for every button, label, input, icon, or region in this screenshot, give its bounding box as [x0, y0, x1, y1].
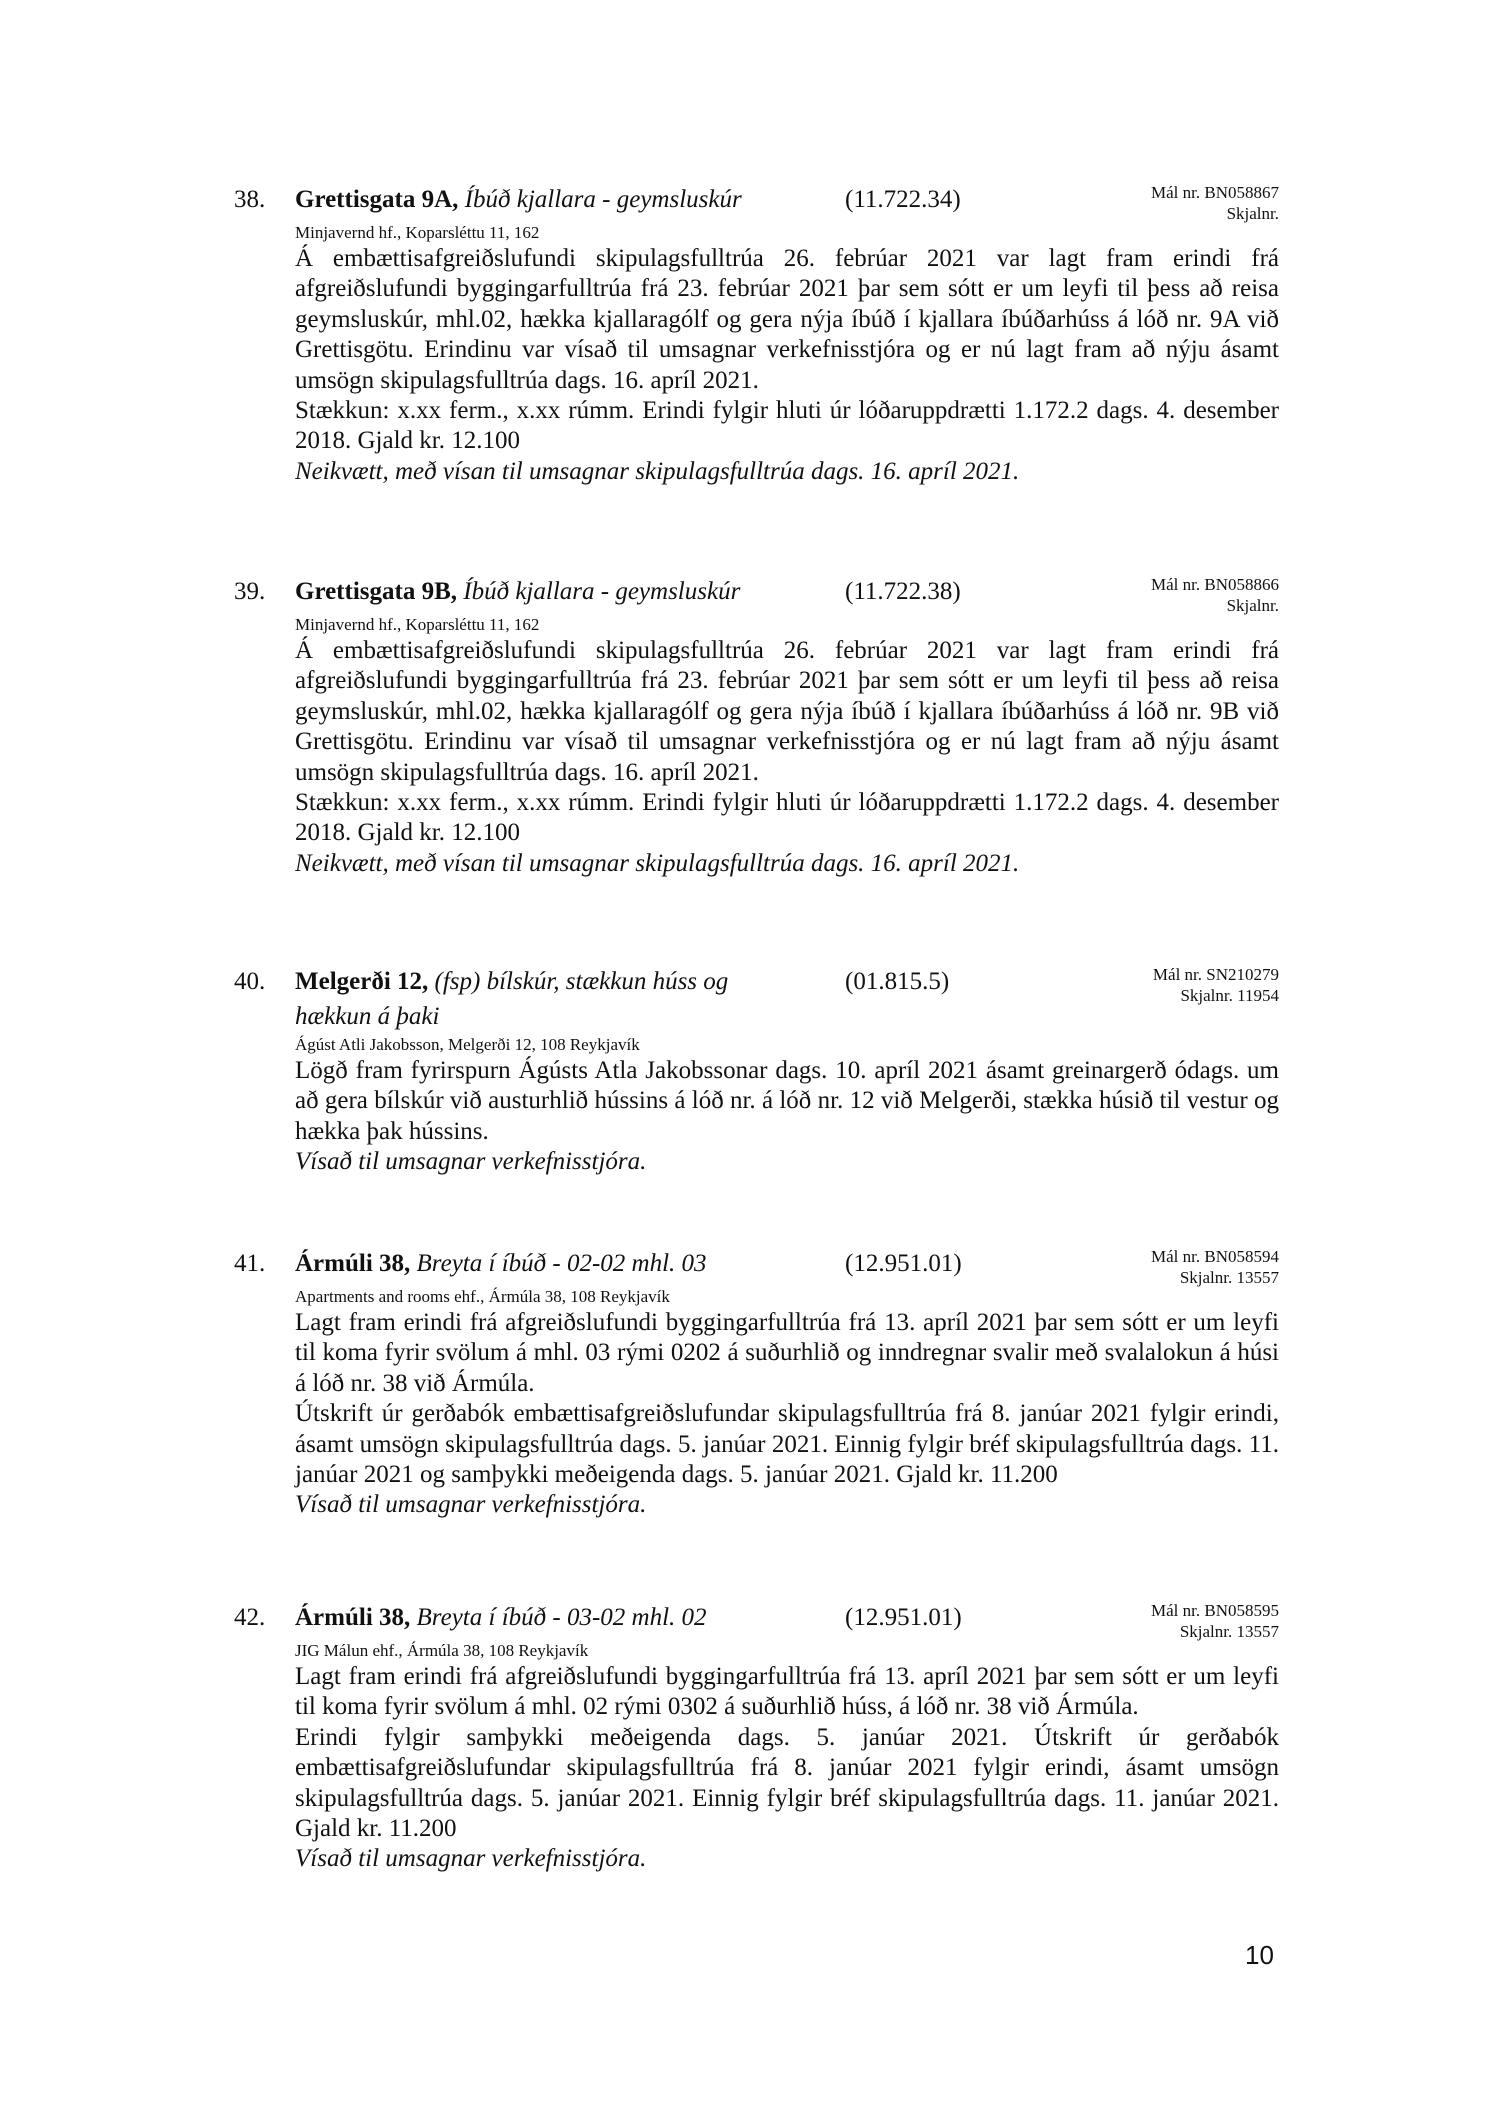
- body-paragraph: Á embættisafgreiðslufundi skipulagsfulltrúa 26. febrúar 2021 var lagt fram erindi frá afgreiðslufundi byggingarfulltrúa frá 23. febrúar 2021 þar sem sótt er um leyfi til þess að reisa geymsluskúr, mhl.02, hækka kjallaragólf og gera nýja íbúð í kjallara íbúðarhúss á lóð nr. 9B við Grettisgötu. Erindinu var vísað til umsagnar verkefnisstjóra og er nú lagt fram að nýju ásamt umsögn skipulagsfulltrúa dags. 16. apríl 2021.: [295, 637, 1279, 786]
- item-subject: Íbúð kjallara - geymsluskúr: [464, 186, 742, 213]
- item-conclusion: Vísað til umsagnar verkefnisstjóra.: [295, 1845, 647, 1873]
- body-paragraph: Útskrift úr gerðabók embættisafgreiðslufundar skipulagsfulltrúa frá 8. janúar 2021 fylgir erindi, ásamt umsögn skipulagsfulltrúa dags. 5. janúar 2021. Einnig fylgir bréf skipulagsfulltrúa dags. 11. janúar 2021 og samþykki meðeigenda dags. 5. janúar 2021. Gjald kr. 11.200: [295, 1400, 1279, 1489]
- item-subject: Breyta í íbúð - 02-02 mhl. 03: [416, 1250, 707, 1277]
- case-reference: [1151, 574, 1279, 616]
- body-paragraph: Stækkun: x.xx ferm., x.xx rúmm. Erindi fylgir hluti úr lóðaruppdrætti 1.172.2 dags. 4. desember 2018. Gjald kr. 12.100: [295, 789, 1279, 847]
- applicant: Apartments and rooms ehf., Ármúla 38, 108 Reykjavík: [295, 1287, 670, 1306]
- item-header: [234, 964, 1279, 1034]
- item-title: [295, 964, 795, 1034]
- body-paragraph: Lagt fram erindi frá afgreiðslufundi byggingarfulltrúa frá 13. apríl 2021 þar sem sótt er um leyfi til koma fyrir svölum á mhl. 03 rými 0202 á suðurhlið og inndregnar svalir með svalalokun á húsi á lóð nr. 38 við Ármúla.: [295, 1309, 1279, 1397]
- document-number: Skjalnr. 11954: [1180, 986, 1279, 1005]
- case-reference: [1151, 182, 1279, 224]
- case-reference: [1153, 964, 1279, 1006]
- item-body: [295, 1662, 1279, 1844]
- item-number: 38.: [234, 186, 266, 213]
- item-title: [295, 182, 815, 217]
- item-street: Grettisgata 9A,: [295, 186, 459, 213]
- body-paragraph: Erindi fylgir samþykki meðeigenda dags. 5. janúar 2021. Útskrift úr gerðabók embættisafgreiðslufundar skipulagsfulltrúa frá 8. janúar 2021 fylgir erindi, ásamt umsögn skipulagsfulltrúa dags. 5. janúar 2021. Einnig fylgir bréf skipulagsfulltrúa dags. 11. janúar 2021. Gjald kr. 11.200: [295, 1723, 1279, 1843]
- document-number: Skjalnr.: [1226, 596, 1279, 615]
- body-paragraph: Á embættisafgreiðslufundi skipulagsfulltrúa 26. febrúar 2021 var lagt fram erindi frá afgreiðslufundi byggingarfulltrúa frá 23. febrúar 2021 þar sem sótt er um leyfi til þess að reisa geymsluskúr, mhl.02, hækka kjallaragólf og gera nýja íbúð í kjallara íbúðarhúss á lóð nr. 9A við Grettisgötu. Erindinu var vísað til umsagnar verkefnisstjóra og er nú lagt fram að nýju ásamt umsögn skipulagsfulltrúa dags. 16. apríl 2021.: [295, 245, 1279, 394]
- agenda-item-39: [234, 574, 1279, 879]
- case-number: Mál nr. BN058867: [1151, 183, 1279, 202]
- item-header: [234, 1246, 1279, 1286]
- page-number: 10: [1245, 1940, 1274, 1970]
- case-reference: [1151, 1246, 1279, 1288]
- item-street: Grettisgata 9B,: [295, 578, 458, 605]
- item-subject: Breyta í íbúð - 03-02 mhl. 02: [416, 1604, 707, 1631]
- body-paragraph: Lagt fram erindi frá afgreiðslufundi byggingarfulltrúa frá 13. apríl 2021 þar sem sótt er um leyfi til koma fyrir svölum á mhl. 02 rými 0302 á suðurhlið húss, á lóð nr. 38 við Ármúla.: [295, 1663, 1279, 1721]
- land-number: (12.951.01): [845, 1604, 962, 1631]
- land-number: (01.815.5): [845, 968, 950, 995]
- item-title: [295, 1600, 815, 1635]
- case-number: Mál nr. BN058866: [1151, 575, 1279, 594]
- body-paragraph: Lögð fram fyrirspurn Ágústs Atla Jakobssonar dags. 10. apríl 2021 ásamt greinargerð ódags. um að gera bílskúr við austurhlið hússins á lóð nr. á lóð nr. 12 við Melgerði, stækka húsið til vestur og hækka þak hússins.: [295, 1057, 1279, 1145]
- item-conclusion: Vísað til umsagnar verkefnisstjóra.: [295, 1148, 647, 1176]
- agenda-item-40: [234, 964, 1279, 1178]
- item-title: [295, 1246, 815, 1281]
- case-number: Mál nr. BN058595: [1151, 1601, 1279, 1620]
- agenda-item-42: [234, 1600, 1279, 1875]
- applicant: Minjavernd hf., Koparsléttu 11, 162: [295, 223, 540, 242]
- item-subject: Íbúð kjallara - geymsluskúr: [463, 578, 741, 605]
- case-number: Mál nr. BN058594: [1151, 1247, 1279, 1266]
- item-title: [295, 574, 815, 609]
- document-number: Skjalnr. 13557: [1179, 1268, 1279, 1287]
- item-conclusion: Neikvætt, með vísan til umsagnar skipulagsfulltrúa dags. 16. apríl 2021.: [295, 457, 1020, 485]
- item-conclusion: Vísað til umsagnar verkefnisstjóra.: [295, 1491, 647, 1519]
- item-body: [295, 1056, 1279, 1147]
- item-conclusion: Neikvætt, með vísan til umsagnar skipulagsfulltrúa dags. 16. apríl 2021.: [295, 849, 1020, 877]
- applicant: Ágúst Atli Jakobsson, Melgerði 12, 108 Reykjavík: [295, 1035, 640, 1054]
- case-reference: [1151, 1600, 1279, 1642]
- document-number: Skjalnr. 13557: [1179, 1622, 1279, 1641]
- item-subject: (fsp) bílskúr, stækkun húss og hækkun á þaki: [295, 968, 729, 1030]
- item-header: [234, 182, 1279, 222]
- item-street: Ármúli 38,: [295, 1604, 411, 1631]
- item-street: Ármúli 38,: [295, 1250, 411, 1277]
- land-number: (12.951.01): [845, 1250, 962, 1277]
- case-number: Mál nr. SN210279: [1152, 965, 1279, 984]
- item-street: Melgerði 12,: [295, 968, 429, 995]
- applicant: JIG Málun ehf., Ármúla 38, 108 Reykjavík: [295, 1641, 589, 1660]
- item-number: 39.: [234, 578, 266, 605]
- item-number: 42.: [234, 1604, 266, 1631]
- agenda-item-38: [234, 182, 1279, 487]
- item-body: [295, 1308, 1279, 1490]
- agenda-item-41: [234, 1246, 1279, 1521]
- item-number: 41.: [234, 1250, 266, 1277]
- item-header: [234, 1600, 1279, 1640]
- item-number: 40.: [234, 968, 266, 995]
- land-number: (11.722.38): [845, 578, 961, 605]
- item-body: [295, 636, 1279, 849]
- applicant: Minjavernd hf., Koparsléttu 11, 162: [295, 615, 540, 634]
- item-header: [234, 574, 1279, 614]
- land-number: (11.722.34): [845, 186, 961, 213]
- document-number: Skjalnr.: [1226, 204, 1279, 223]
- body-paragraph: Stækkun: x.xx ferm., x.xx rúmm. Erindi fylgir hluti úr lóðaruppdrætti 1.172.2 dags. 4. desember 2018. Gjald kr. 12.100: [295, 397, 1279, 455]
- item-body: [295, 244, 1279, 457]
